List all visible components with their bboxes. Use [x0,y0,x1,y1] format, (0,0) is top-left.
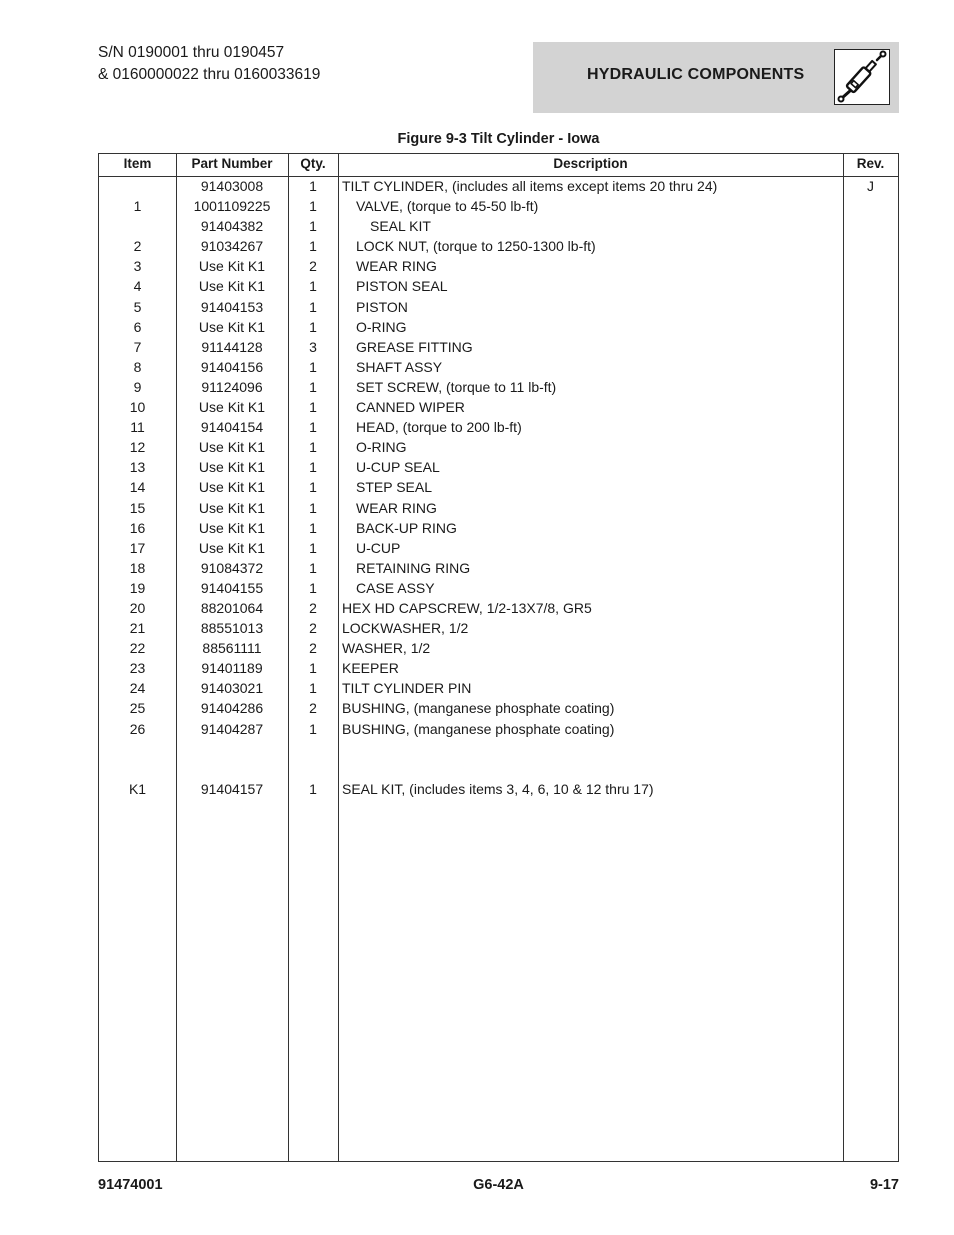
item-cell: 12 [129,439,146,456]
description-cell: WASHER, 1/2 [342,640,431,657]
hydraulic-cylinder-icon [834,49,890,105]
item-cell: 19 [129,579,146,596]
table-row [99,558,898,578]
item-cell: 16 [129,519,146,536]
part-number-cell: 91404153 [200,298,264,315]
description-cell: TILT CYLINDER, (includes all items except items 20 thru 24) [342,178,718,194]
part-number-cell: Use Kit K1 [198,459,266,476]
description-cell: BACK-UP RING [356,519,457,536]
part-number-cell: Use Kit K1 [198,439,266,456]
description-cell: SET SCREW, (torque to 11 lb-ft) [356,378,557,395]
description-cell: WEAR RING [356,258,437,275]
table-row [99,518,898,538]
part-number-cell: 91034267 [200,238,264,255]
item-cell: 7 [133,338,142,355]
part-number-cell: 91404287 [200,720,264,737]
qty-cell: 1 [309,318,317,335]
table-row [99,698,898,718]
item-cell: 2 [133,238,142,255]
table-row [99,759,898,779]
table-row [99,719,898,739]
qty-cell: 1 [309,238,317,255]
description-cell: RETAINING RING [356,559,471,576]
qty-cell: 1 [309,378,317,395]
item-cell: 17 [129,539,146,556]
table-row [99,176,898,196]
qty-cell: 1 [309,579,317,596]
table-row [99,598,898,618]
description-cell: CANNED WIPER [356,399,465,416]
item-cell: 5 [133,298,142,315]
description-cell: SEAL KIT, (includes items 3, 4, 6, 10 & 12 thru 17) [342,780,654,797]
item-cell: 21 [129,620,146,637]
qty-cell: 3 [309,338,317,355]
qty-cell: 1 [309,439,317,456]
part-number-cell: Use Kit K1 [198,499,266,516]
item-cell: 23 [129,660,146,677]
description-cell: O-RING [356,439,407,456]
table-row [99,678,898,698]
qty-cell: 1 [309,399,317,416]
qty-cell: 1 [309,660,317,677]
qty-cell: 1 [309,278,317,295]
table-row [99,216,898,236]
description-cell: STEP SEAL [356,479,433,496]
footer-page-number: 9-17 [869,1177,899,1193]
qty-cell: 1 [309,680,317,697]
description-cell: GREASE FITTING [356,338,473,355]
table-row [99,477,898,497]
footer-manual-number: 91474001 [98,1177,163,1193]
part-number-cell: 88201064 [200,599,264,616]
qty-cell: 2 [309,640,317,657]
table-row [99,196,898,216]
description-cell: WEAR RING [356,499,437,516]
table-body [99,176,898,799]
table-row [99,538,898,558]
table-row [99,297,898,317]
qty-cell: 1 [309,419,317,436]
qty-cell: 2 [309,258,317,275]
table-row [99,236,898,256]
part-number-cell: 91124096 [201,378,263,395]
item-cell: 13 [129,459,146,476]
description-cell: TILT CYLINDER PIN [342,680,472,697]
part-number-cell: 91404382 [200,218,264,235]
table-row [99,658,898,678]
qty-cell: 2 [309,700,317,717]
qty-cell: 1 [309,519,317,536]
table-row [99,498,898,518]
serial-number-block [98,42,320,86]
description-cell: PISTON SEAL [356,278,448,295]
table-row [99,437,898,457]
part-number-cell: Use Kit K1 [198,519,266,536]
description-cell: CASE ASSY [356,579,435,596]
description-cell: HEAD, (torque to 200 lb-ft) [356,419,522,436]
qty-cell: 2 [309,620,317,637]
description-cell: PISTON [356,298,408,315]
description-cell: HEX HD CAPSCREW, 1/2-13X7/8, GR5 [342,599,592,616]
table-row [99,337,898,357]
part-number-cell: 91404154 [200,419,264,436]
part-number-cell: 1001109225 [193,198,271,215]
part-number-cell: 88561111 [202,640,262,657]
description-cell: O-RING [356,318,407,335]
part-number-cell: 88551013 [200,620,264,637]
description-cell: KEEPER [342,660,399,677]
item-cell: 10 [129,399,146,416]
description-cell: LOCK NUT, (torque to 1250-1300 lb-ft) [356,238,596,255]
part-number-cell: 91404157 [200,780,264,797]
serial-number-line-2: & 0160000022 thru 0160033619 [98,66,321,83]
item-cell: 8 [133,358,142,375]
header-rev: Rev. [856,156,885,171]
part-number-cell: Use Kit K1 [198,278,266,295]
description-cell: U-CUP [356,539,401,556]
part-number-cell: 91404155 [200,579,264,596]
item-cell: 11 [130,419,145,436]
table-row [99,618,898,638]
description-cell: SHAFT ASSY [356,358,443,375]
description-cell: LOCKWASHER, 1/2 [342,620,469,637]
qty-cell: 1 [309,539,317,556]
table-row [99,638,898,658]
item-cell: 24 [129,680,146,697]
part-number-cell: Use Kit K1 [198,479,266,496]
description-cell: BUSHING, (manganese phosphate coating) [342,700,615,717]
item-cell: 6 [133,318,142,335]
qty-cell: 1 [309,499,317,516]
part-number-cell: 91404286 [200,700,264,717]
table-row [99,779,898,799]
header-part-number: Part Number [191,156,273,171]
item-cell: 15 [129,499,146,516]
qty-cell: 1 [309,298,317,315]
description-cell: U-CUP SEAL [356,459,440,476]
footer-model: G6-42A [473,1177,524,1193]
item-cell: 9 [133,378,142,395]
section-title: HYDRAULIC COMPONENTS [587,66,805,83]
qty-cell: 1 [309,178,317,194]
description-cell: BUSHING, (manganese phosphate coating) [342,720,615,737]
part-number-cell: Use Kit K1 [198,539,266,556]
parts-table [98,153,899,1162]
description-cell: VALVE, (torque to 45-50 lb-ft) [356,198,539,215]
qty-cell: 1 [309,198,317,215]
header-description: Description [553,156,628,171]
part-number-cell: Use Kit K1 [198,318,266,335]
part-number-cell: 91401189 [201,660,263,677]
item-cell: 25 [129,700,146,717]
item-cell: 14 [129,479,146,496]
table-row [99,357,898,377]
part-number-cell: 91404156 [200,358,264,375]
part-number-cell: 91403021 [200,680,264,697]
section-header [533,42,899,113]
header-item: Item [123,156,152,171]
qty-cell: 1 [309,459,317,476]
part-number-cell: 91144128 [201,338,263,355]
qty-cell: 1 [309,479,317,496]
header-qty: Qty. [300,156,326,171]
part-number-cell: Use Kit K1 [198,258,266,275]
item-cell: 22 [129,640,146,657]
table-row [99,578,898,598]
table-row [99,377,898,397]
table-row [99,276,898,296]
table-row [99,317,898,337]
item-cell: 18 [129,559,146,576]
item-cell: 20 [129,599,146,616]
qty-cell: 1 [309,559,317,576]
table-row [99,739,898,759]
item-cell: 4 [133,278,142,295]
serial-number-line-1: S/N 0190001 thru 0190457 [98,44,285,61]
qty-cell: 1 [309,358,317,375]
item-cell: 26 [129,720,146,737]
table-row [99,457,898,477]
qty-cell: 1 [309,780,317,797]
item-cell: 1 [133,198,142,215]
description-cell: SEAL KIT [370,218,431,235]
qty-cell: 1 [309,218,317,235]
item-cell: K1 [128,780,147,797]
part-number-cell: 91084372 [200,559,264,576]
part-number-cell: 91403008 [200,178,264,194]
qty-cell: 1 [309,720,317,737]
table-row [99,256,898,276]
item-cell: 3 [133,258,142,275]
table-row [99,397,898,417]
table-row [99,417,898,437]
figure-title: Figure 9-3 Tilt Cylinder - Iowa [397,131,600,147]
qty-cell: 2 [309,599,317,616]
rev-cell: J [867,178,874,194]
part-number-cell: Use Kit K1 [198,399,266,416]
